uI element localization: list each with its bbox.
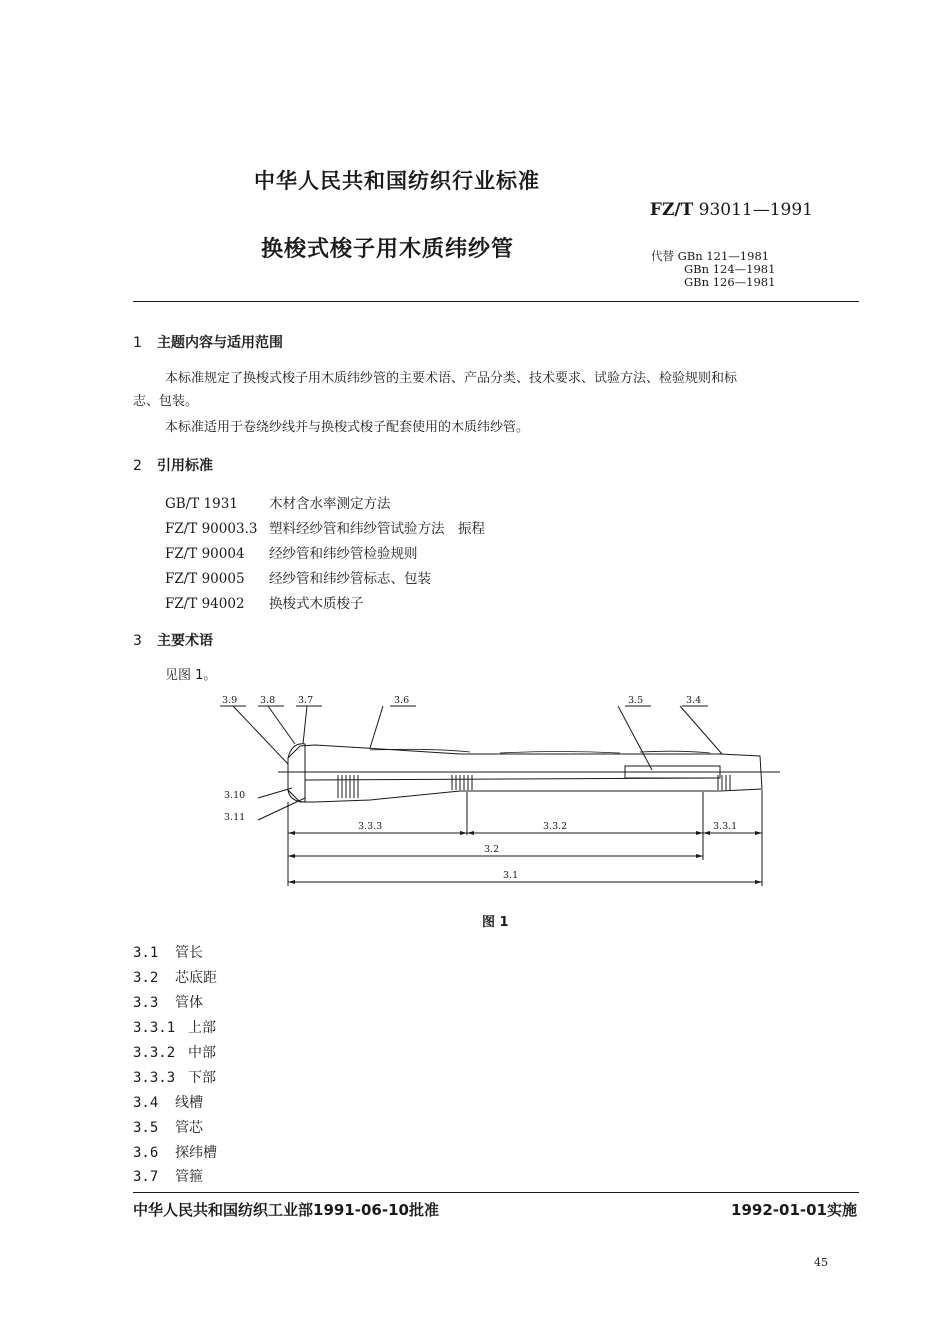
section-number: 1 bbox=[133, 335, 142, 351]
section-1-para-1-line-2: 志、包装。 bbox=[133, 394, 199, 409]
term-number: 3.5 bbox=[133, 1120, 159, 1136]
replaces-line: GBn 124—1981 bbox=[684, 262, 776, 276]
term-item bbox=[133, 1166, 203, 1186]
term-number: 3.3.1 bbox=[133, 1020, 176, 1036]
term-number: 3.6 bbox=[133, 1145, 159, 1161]
reference-code: GB/T 1931 bbox=[165, 496, 238, 512]
header-rule bbox=[133, 301, 859, 302]
dim-3-3-2: 3.3.2 bbox=[543, 821, 568, 832]
section-title: 主题内容与适用范围 bbox=[157, 335, 283, 351]
rings-middle bbox=[452, 775, 472, 790]
ferrule bbox=[288, 744, 305, 802]
term-number: 3.3 bbox=[133, 995, 159, 1011]
term-item bbox=[133, 942, 203, 962]
replaces-line: 代替 GBn 121—1981 bbox=[651, 249, 770, 263]
pirn-figure bbox=[200, 690, 790, 900]
section-3-heading bbox=[133, 630, 213, 650]
approval-line: 中华人民共和国纺织工业部1991-06-10批准 bbox=[133, 1201, 439, 1219]
footer-rule bbox=[133, 1192, 859, 1193]
label-3-4: 3.4 bbox=[686, 695, 702, 706]
label-3-10: 3.10 bbox=[224, 790, 246, 801]
term-item bbox=[133, 1067, 216, 1087]
reference-name: 经纱管和纬纱管检验规则 bbox=[269, 546, 418, 562]
reference-item bbox=[165, 542, 418, 562]
term-item bbox=[133, 1042, 216, 1062]
label-3-8: 3.8 bbox=[260, 695, 276, 706]
term-name: 中部 bbox=[188, 1045, 216, 1061]
section-title: 引用标准 bbox=[157, 458, 213, 474]
section-2-heading bbox=[133, 455, 213, 475]
term-name: 下部 bbox=[188, 1070, 216, 1086]
reference-code: FZ/T 90003.3 bbox=[165, 521, 258, 537]
term-item bbox=[133, 1092, 203, 1112]
section-number: 3 bbox=[133, 633, 142, 649]
label-3-9: 3.9 bbox=[222, 695, 238, 706]
reference-item bbox=[165, 492, 391, 512]
term-name: 管体 bbox=[175, 995, 203, 1011]
label-3-5: 3.5 bbox=[628, 695, 644, 706]
dim-3-1: 3.1 bbox=[503, 870, 519, 881]
dim-3-3-3: 3.3.3 bbox=[358, 821, 383, 832]
reference-item bbox=[165, 567, 431, 587]
term-item bbox=[133, 1017, 216, 1037]
term-name: 线槽 bbox=[175, 1095, 203, 1111]
rings-lower bbox=[338, 775, 358, 798]
term-item bbox=[133, 1117, 203, 1137]
label-3-6: 3.6 bbox=[394, 695, 410, 706]
reference-code: FZ/T 90004 bbox=[165, 546, 245, 562]
standard-prefix: FZ/T bbox=[649, 200, 694, 220]
term-name: 管箍 bbox=[175, 1169, 203, 1185]
page-number: 45 bbox=[814, 1256, 828, 1269]
dim-3-2: 3.2 bbox=[484, 844, 500, 855]
reference-item bbox=[165, 517, 485, 537]
term-name: 上部 bbox=[188, 1020, 216, 1036]
body-outline bbox=[288, 745, 762, 802]
reference-name: 换梭式木质梭子 bbox=[269, 596, 364, 612]
issuing-industry: 中华人民共和国纺织行业标准 bbox=[254, 169, 540, 193]
term-number: 3.7 bbox=[133, 1169, 159, 1185]
label-3-7: 3.7 bbox=[298, 695, 314, 706]
reference-item bbox=[165, 592, 364, 612]
section-1-heading bbox=[133, 332, 283, 352]
term-number: 3.4 bbox=[133, 1095, 159, 1111]
replaces-line: GBn 126—1981 bbox=[684, 275, 776, 289]
reference-name: 塑料经纱管和纬纱管试验方法 振程 bbox=[269, 521, 485, 537]
standard-number bbox=[650, 200, 813, 220]
term-number: 3.2 bbox=[133, 970, 159, 986]
term-item bbox=[133, 1142, 217, 1162]
section-1-para-2: 本标准适用于卷绕纱线并与换梭式梭子配套使用的木质纬纱管。 bbox=[165, 420, 530, 435]
document-title: 换梭式梭子用木质纬纱管 bbox=[261, 237, 515, 262]
reference-name: 经纱管和纬纱管标志、包装 bbox=[269, 571, 431, 587]
reference-code: FZ/T 94002 bbox=[165, 596, 245, 612]
term-number: 3.3.3 bbox=[133, 1070, 176, 1086]
section-1-para-1-line-1: 本标准规定了换梭式梭子用木质纬纱管的主要术语、产品分类、技术要求、试验方法、检验规则和标 bbox=[165, 371, 738, 386]
label-3-11: 3.11 bbox=[224, 812, 246, 823]
term-name: 管长 bbox=[175, 945, 203, 961]
term-item bbox=[133, 992, 203, 1012]
term-name: 芯底距 bbox=[175, 970, 217, 986]
figure-caption: 图 1 bbox=[482, 915, 509, 930]
reference-name: 木材含水率测定方法 bbox=[269, 496, 391, 512]
term-item bbox=[133, 967, 217, 987]
dim-3-3-1: 3.3.1 bbox=[713, 821, 738, 832]
term-number: 3.1 bbox=[133, 945, 159, 961]
term-number: 3.3.2 bbox=[133, 1045, 176, 1061]
standard-number-value: 93011—1991 bbox=[698, 200, 813, 220]
replaces-block bbox=[651, 250, 775, 289]
section-number: 2 bbox=[133, 458, 142, 474]
reference-code: FZ/T 90005 bbox=[165, 571, 245, 587]
term-name: 探纬槽 bbox=[175, 1145, 217, 1161]
effective-date: 1992-01-01实施 bbox=[731, 1201, 857, 1219]
see-figure-note: 见图 1。 bbox=[165, 668, 217, 683]
term-name: 管芯 bbox=[175, 1120, 203, 1136]
section-title: 主要术语 bbox=[157, 633, 213, 649]
